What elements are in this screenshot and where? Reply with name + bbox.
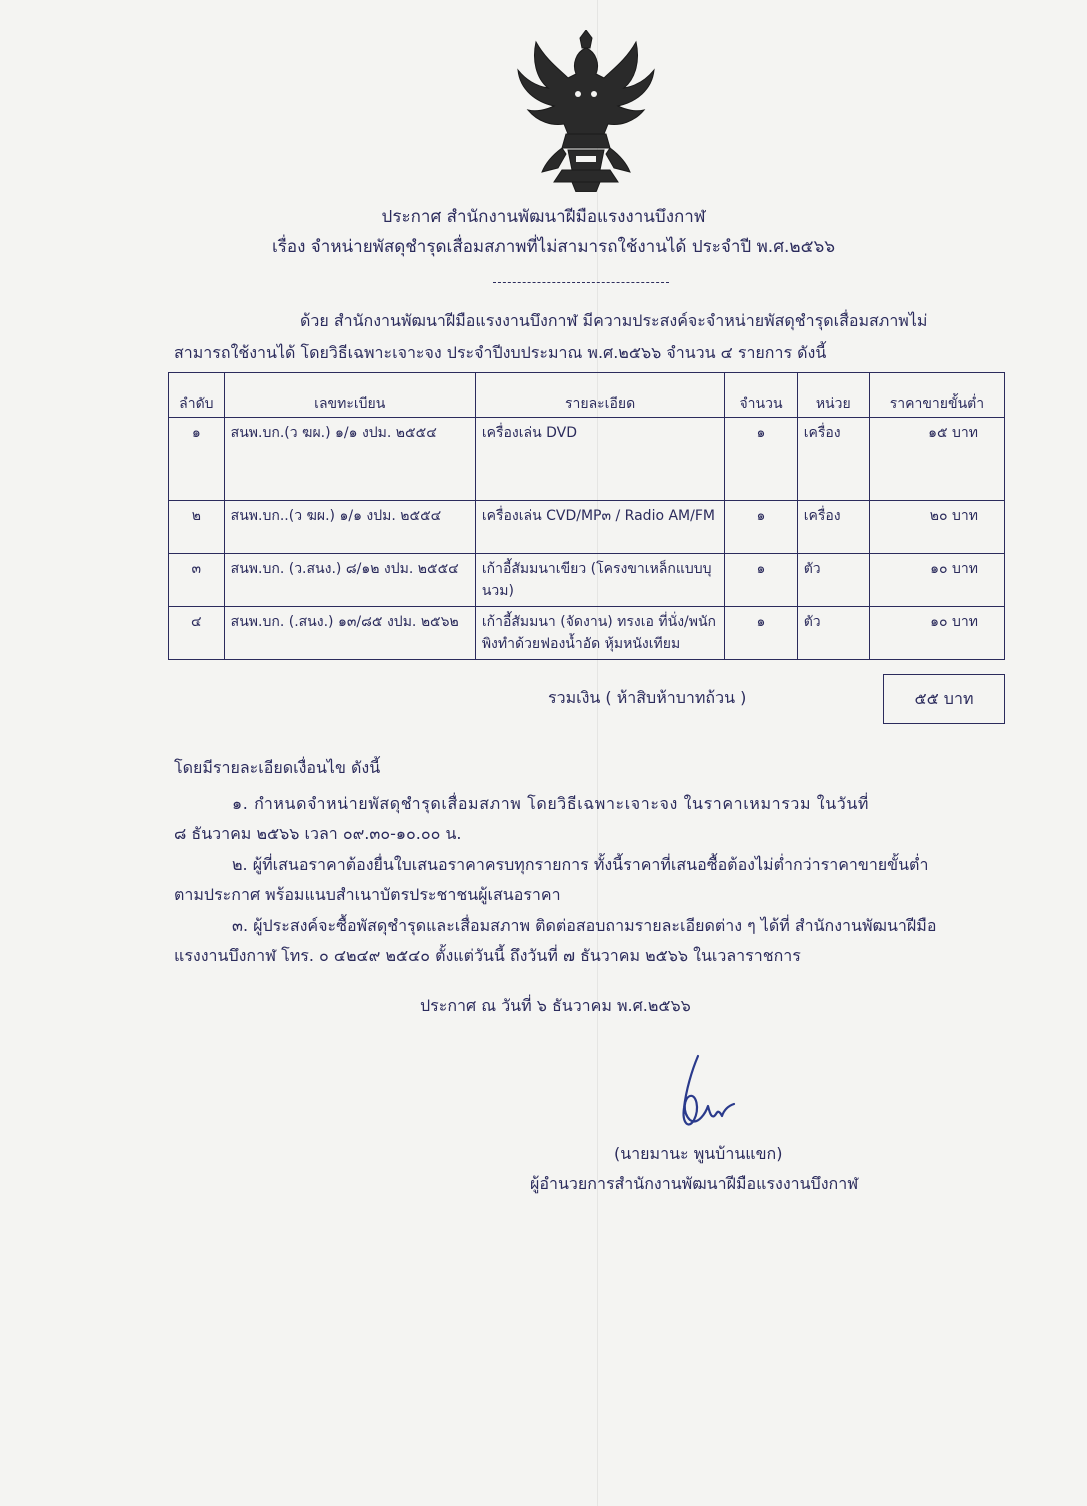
announcement-date: ประกาศ ณ วันที่ ๖ ธันวาคม พ.ศ.๒๕๖๖	[420, 996, 691, 1015]
row-unit: ตัว	[797, 607, 869, 660]
condition-1-line-2: ๘ ธันวาคม ๒๕๖๖ เวลา ๐๙.๓๐-๑๐.๐๐ น.	[174, 824, 462, 843]
table-header-row	[169, 373, 1005, 418]
row-no: ๓	[169, 554, 225, 607]
intro-line-2: สามารถใช้งานได้ โดยวิธีเฉพาะเจาะจง ประจำปีงบประมาณ พ.ศ.๒๕๖๖ จำนวน ๔ รายการ ดังนี้	[174, 343, 827, 362]
table-row	[169, 554, 1005, 607]
items-table	[168, 372, 1005, 660]
row-price: ๑๐ บาท	[869, 607, 1004, 660]
condition-3-line-1: ๓. ผู้ประสงค์จะซื้อพัสดุชำรุดและเสื่อมสภาพ ติดต่อสอบถามรายละเอียดต่าง ๆ ได้ที่ สำนักงานพัฒนาฝีมือ	[232, 916, 937, 935]
col-header-qty: จำนวน	[725, 373, 797, 418]
intro-line-1: ด้วย สำนักงานพัฒนาฝีมือแรงงานบึงกาฬ มีความประสงค์จะจำหน่ายพัสดุชำรุดเสื่อมสภาพไม่	[300, 311, 928, 330]
row-reg: สนพ.บก..(ว ฆผ.) ๑/๑ งปม. ๒๕๕๔	[224, 501, 475, 554]
row-desc: เก้าอี้สัมมนา (จัดงาน) ทรงเอ ที่นั่ง/พนักพิงทำด้วยฟองน้ำอัด หุ้มหนังเทียม	[475, 607, 724, 660]
row-reg: สนพ.บก.(ว ฆผ.) ๑/๑ งปม. ๒๕๕๔	[224, 418, 475, 501]
row-desc: เครื่องเล่น CVD/MP๓ / Radio AM/FM	[475, 501, 724, 554]
conditions-heading: โดยมีรายละเอียดเงื่อนไข ดังนี้	[174, 758, 381, 777]
row-unit: ตัว	[797, 554, 869, 607]
total-label: รวมเงิน ( ห้าสิบห้าบาทถ้วน )	[548, 688, 747, 707]
announcement-subject: เรื่อง จำหน่ายพัสดุชำรุดเสื่อมสภาพที่ไม่สามารถใช้งานได้ ประจำปี พ.ศ.๒๕๖๖	[271, 237, 836, 257]
row-price: ๒๐ บาท	[869, 501, 1004, 554]
col-header-price: ราคาขายขั้นต่ำ	[869, 373, 1004, 418]
row-reg: สนพ.บก. (.สนง.) ๑๓/๘๕ งปม. ๒๕๖๒	[224, 607, 475, 660]
row-unit: เครื่อง	[797, 418, 869, 501]
row-desc: เครื่องเล่น DVD	[475, 418, 724, 501]
signer-name: (นายมานะ พูนบ้านแขก)	[614, 1144, 783, 1163]
col-header-reg: เลขทะเบียน	[224, 373, 475, 418]
title-divider	[493, 282, 669, 283]
condition-2-line-2: ตามประกาศ พร้อมแนบสำเนาบัตรประชาชนผู้เสนอราคา	[174, 885, 561, 904]
row-desc: เก้าอี้สัมมนาเขียว (โครงขาเหล็กแบบบุนวม)	[475, 554, 724, 607]
table-row	[169, 607, 1005, 660]
row-qty: ๑	[725, 554, 797, 607]
row-price: ๑๐ บาท	[869, 554, 1004, 607]
announcement-title: ประกาศ สำนักงานพัฒนาฝีมือแรงงานบึงกาฬ	[381, 207, 706, 227]
table-row	[169, 501, 1005, 554]
row-qty: ๑	[725, 418, 797, 501]
col-header-no: ลำดับ	[169, 373, 225, 418]
row-unit: เครื่อง	[797, 501, 869, 554]
total-value: ๕๕ บาท	[883, 674, 1005, 724]
col-header-desc: รายละเอียด	[475, 373, 724, 418]
row-no: ๒	[169, 501, 225, 554]
condition-2-line-1: ๒. ผู้ที่เสนอราคาต้องยื่นใบเสนอราคาครบทุกรายการ ทั้งนี้ราคาที่เสนอซื้อต้องไม่ต่ำกว่าราคาขายขั้นต่ำ	[232, 855, 929, 874]
handwritten-signature	[668, 1050, 738, 1138]
table-row	[169, 418, 1005, 501]
row-qty: ๑	[725, 501, 797, 554]
row-price: ๑๕ บาท	[869, 418, 1004, 501]
row-no: ๔	[169, 607, 225, 660]
row-reg: สนพ.บก. (ว.สนง.) ๘/๑๒ งปม. ๒๕๕๔	[224, 554, 475, 607]
signer-position: ผู้อำนวยการสำนักงานพัฒนาฝีมือแรงงานบึงกาฬ	[530, 1174, 859, 1193]
row-qty: ๑	[725, 607, 797, 660]
row-no: ๑	[169, 418, 225, 501]
garuda-emblem-icon	[506, 30, 666, 192]
condition-1-line-1: ๑. กำหนดจำหน่ายพัสดุชำรุดเสื่อมสภาพ โดยวิธีเฉพาะเจาะจง ในราคาเหมารวม ในวันที่	[232, 794, 870, 813]
condition-3-line-2: แรงงานบึงกาฬ โทร. ๐ ๔๒๔๙ ๒๕๔๐ ตั้งแต่วันนี้ ถึงวันที่ ๗ ธันวาคม ๒๕๖๖ ในเวลาราชการ	[174, 946, 801, 965]
col-header-unit: หน่วย	[797, 373, 869, 418]
